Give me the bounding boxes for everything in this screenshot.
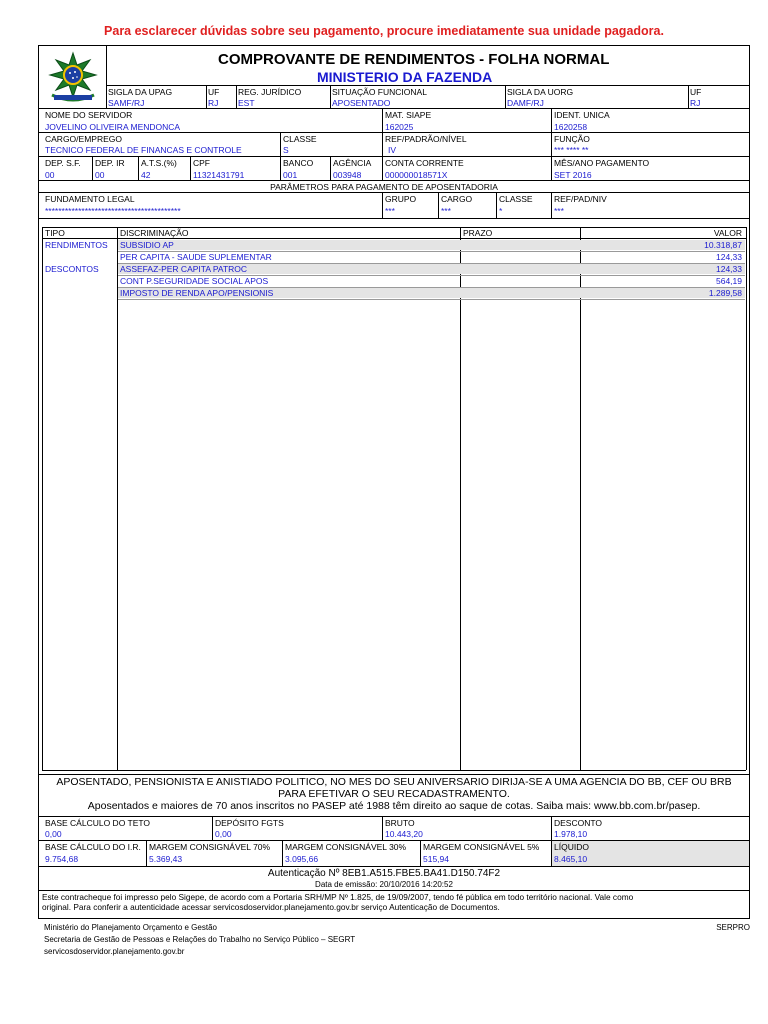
recadastramento-notice-2: PARA EFETIVAR O SEU RECADASTRAMENTO. [278, 788, 510, 800]
footer-secretaria: Secretaria de Gestão de Pessoas e Relações do Trabalho no Serviço Público – SEGRT [44, 935, 356, 944]
liquido-value: 8.465,10 [554, 854, 588, 864]
situacao-value: APOSENTADO [332, 98, 391, 108]
table-row-disc: SUBSIDIO AP [120, 240, 174, 250]
funcao-value: *** **** ** [554, 145, 589, 155]
cpf-value: 11321431791 [193, 170, 245, 180]
form-title: COMPROVANTE DE RENDIMENTOS - FOLHA NORMAL [218, 51, 610, 68]
teto-value: 0,00 [45, 829, 62, 839]
margem-5-value: 515,94 [423, 854, 449, 864]
pasep-notice: Aposentados e maiores de 70 anos inscritos no PASEP até 1988 têm direito ao saque de cotas. Saiba mais: www.bb.com.br/pasep. [87, 800, 701, 812]
nome-value: JOVELINO OLIVEIRA MENDONCA [45, 122, 181, 132]
classe5-value: * [499, 206, 503, 216]
classe-label: CLASSE [283, 134, 317, 144]
brazil-coat-of-arms-icon [44, 51, 102, 103]
col-disc-header: DISCRIMINAÇÃO [120, 228, 189, 238]
ats-label: A.T.S.(%) [141, 158, 177, 168]
dep-ir-label: DEP. IR [95, 158, 125, 168]
table-row-disc: ASSEFAZ-PER CAPITA PATROC [120, 264, 248, 274]
situacao-label: SITUAÇÃO FUNCIONAL [332, 87, 427, 97]
table-row-disc: IMPOSTO DE RENDA APO/PENSIONIS [120, 288, 274, 298]
disclaimer-line-1: Este contracheque foi impresso pelo Sigepe, de acordo com a Portaria SRH/MP Nº 1.825, de 19/09/2007, tendo fé pública em todo território nacional. Vale como [42, 892, 634, 902]
dep-ir-value: 00 [95, 170, 105, 180]
base-ir-label: BASE CÁLCULO DO I.R. [45, 842, 141, 852]
mat-siape-label: MAT. SIAPE [385, 110, 432, 120]
cpf-label: CPF [193, 158, 210, 168]
recadastramento-notice: APOSENTADO, PENSIONISTA E ANISTIADO POLITICO, NO MES DO SEU ANIVERSARIO DIRIJA-SE A UMA AGENCIA DO BB, CEF OU BRB [56, 776, 732, 788]
sigla-uorg-value: DAMF/RJ [507, 98, 544, 108]
payment-warning: Para esclarecer dúvidas sobre seu pagamento, procure imediatamente sua unidade pagadora. [104, 24, 664, 38]
banco-value: 001 [283, 170, 298, 180]
mes-ano-label: MÊS/ANO PAGAMENTO [554, 158, 650, 168]
fundamento-label: FUNDAMENTO LEGAL [45, 194, 135, 204]
cargo-label: CARGO/EMPREGO [45, 134, 122, 144]
liquido-label: LÍQUIDO [554, 842, 589, 852]
grupo-value: *** [385, 206, 395, 216]
fgts-value: 0,00 [215, 829, 232, 839]
table-row-valor: 124,33 [716, 252, 742, 262]
col-valor-header: VALOR [713, 228, 742, 238]
banco-label: BANCO [283, 158, 314, 168]
nome-label: NOME DO SERVIDOR [45, 110, 133, 120]
ats-value: 42 [141, 170, 151, 180]
footer-ministry: Ministério do Planejamento Orçamento e Gestão [44, 923, 217, 932]
ident-unica-value: 1620258 [554, 122, 588, 132]
mes-ano-value: SET 2016 [554, 170, 592, 180]
fundamento-value: ***************************************** [45, 206, 181, 216]
disclaimer-line-2: original. Para conferir a autenticidade acessar servicosdoservidor.planejamento.gov.br serviço Autenticação de Documentos. [42, 902, 500, 912]
desconto-value: 1.978,10 [554, 829, 588, 839]
classe-value: S [283, 145, 289, 155]
fgts-label: DEPÓSITO FGTS [215, 818, 284, 828]
conta-label: CONTA CORRENTE [385, 158, 464, 168]
footer-url: servicosdoservidor.planejamento.gov.br [44, 947, 185, 956]
margem-5-label: MARGEM CONSIGNÁVEL 5% [423, 842, 540, 852]
desconto-label: DESCONTO [554, 818, 603, 828]
agencia-value: 003948 [333, 170, 362, 180]
bruto-value: 10.443,20 [385, 829, 423, 839]
emission-date: Data de emissão: 20/10/2016 14:20:52 [315, 880, 453, 889]
serpro-label: SERPRO [716, 923, 750, 932]
table-row-tipo: DESCONTOS [45, 264, 99, 274]
margem-30-value: 3.095,66 [285, 854, 319, 864]
col-prazo-header: PRAZO [463, 228, 493, 238]
teto-label: BASE CÁLCULO DO TETO [45, 818, 151, 828]
uf2-value: RJ [690, 98, 701, 108]
dep-sf-label: DEP. S.F. [45, 158, 81, 168]
table-row-disc: PER CAPITA - SAUDE SUPLEMENTAR [120, 252, 272, 262]
classe5-label: CLASSE [499, 194, 533, 204]
grupo-label: GRUPO [385, 194, 417, 204]
uf-value: RJ [208, 98, 219, 108]
ident-unica-label: IDENT. UNICA [554, 110, 610, 120]
reg-juridico-label: REG. JURÍDICO [238, 87, 302, 97]
ref-value: IV [388, 145, 397, 155]
margem-30-label: MARGEM CONSIGNÁVEL 30% [285, 842, 407, 852]
base-ir-value: 9.754,68 [45, 854, 79, 864]
dep-sf-value: 00 [45, 170, 55, 180]
sigla-uorg-label: SIGLA DA UORG [507, 87, 574, 97]
margem-70-value: 5.369,43 [149, 854, 183, 864]
ministry-name: MINISTERIO DA FAZENDA [317, 69, 493, 85]
cargo-value: TECNICO FEDERAL DE FINANCAS E CONTROLE [45, 145, 242, 155]
params-title: PARÂMETROS PARA PAGAMENTO DE APOSENTADORIA [270, 182, 498, 192]
bruto-label: BRUTO [385, 818, 415, 828]
cargo5-value: *** [441, 206, 451, 216]
table-row-disc: CONT P.SEGURIDADE SOCIAL APOS [120, 276, 269, 286]
cargo5-label: CARGO [441, 194, 473, 204]
uf2-label: UF [690, 87, 702, 97]
sigla-upag-value: SAMF/RJ [108, 98, 145, 108]
funcao-label: FUNÇÃO [554, 134, 590, 144]
refpad-label: REF/PAD/NIV [554, 194, 607, 204]
uf-label: UF [208, 87, 220, 97]
margem-70-label: MARGEM CONSIGNÁVEL 70% [149, 842, 271, 852]
table-row-valor: 1.289,58 [708, 288, 742, 298]
ref-label: REF/PADRÃO/NÍVEL [385, 134, 467, 144]
table-row-valor: 564,19 [716, 276, 742, 286]
agencia-label: AGÊNCIA [333, 158, 372, 168]
sigla-upag-label: SIGLA DA UPAG [108, 87, 173, 97]
table-row-valor: 10.318,87 [704, 240, 742, 250]
table-row-tipo: RENDIMENTOS [45, 240, 108, 250]
col-tipo-header: TIPO [45, 228, 65, 238]
auth-code: Autenticação Nº 8EB1.A515.FBE5.BA41.D150.74F2 [267, 868, 501, 879]
conta-value: 000000018571X [385, 170, 448, 180]
refpad-value: *** [554, 206, 564, 216]
reg-juridico-value: EST [238, 98, 255, 108]
table-row-valor: 124,33 [716, 264, 742, 274]
mat-siape-value: 162025 [385, 122, 414, 132]
